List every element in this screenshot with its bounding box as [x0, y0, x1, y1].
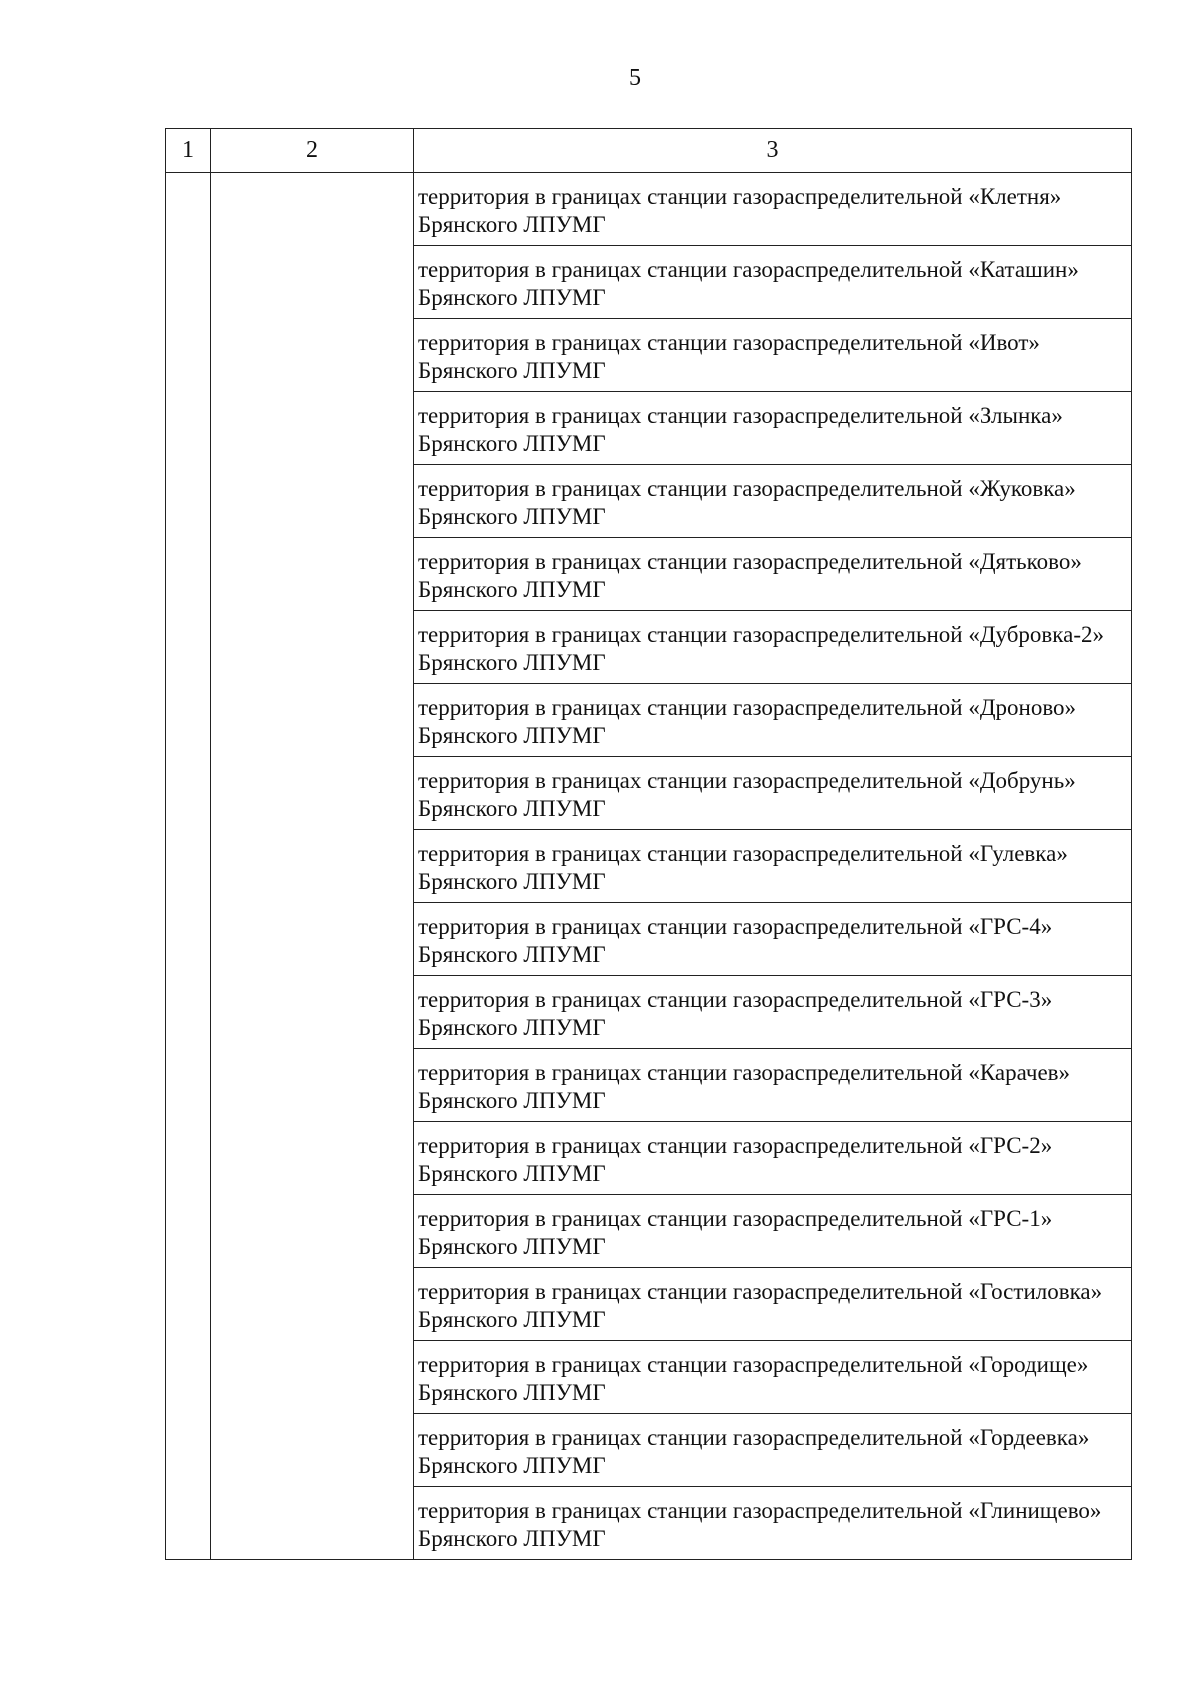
territory-cell: [414, 1341, 1132, 1414]
territory-cell: [414, 246, 1132, 319]
territory-description: территория в границах станции газораспределительной «Клетня»: [418, 184, 1062, 209]
territory-description: территория в границах станции газораспределительной «Злынка»: [418, 403, 1063, 428]
territory-description: территория в границах станции газораспределительной «Городище»: [418, 1352, 1089, 1377]
territory-cell: [414, 976, 1132, 1049]
territory-cell: [414, 1195, 1132, 1268]
organization-name: Брянского ЛПУМГ: [418, 1453, 606, 1478]
territory-cell: [414, 392, 1132, 465]
territory-description: территория в границах станции газораспределительной «Карачев»: [418, 1060, 1071, 1085]
territory-cell: [414, 465, 1132, 538]
organization-name: Брянского ЛПУМГ: [418, 358, 606, 383]
territory-cell: [414, 684, 1132, 757]
territory-cell: [414, 1049, 1132, 1122]
territory-description: территория в границах станции газораспределительной «ГРС-2»: [418, 1133, 1053, 1158]
organization-name: Брянского ЛПУМГ: [418, 942, 606, 967]
organization-name: Брянского ЛПУМГ: [418, 1088, 606, 1113]
column-2-cell: [211, 173, 414, 1560]
page-number: 5: [629, 65, 641, 91]
territory-cell: [414, 1487, 1132, 1560]
column-header-3: 3: [414, 129, 1132, 173]
column-1-cell: [166, 173, 211, 1560]
organization-name: Брянского ЛПУМГ: [418, 1234, 606, 1259]
territory-description: территория в границах станции газораспределительной «Дроново»: [418, 695, 1077, 720]
territory-cell: [414, 903, 1132, 976]
document-table: [165, 128, 1132, 1560]
territory-description: территория в границах станции газораспределительной «Дубровка-2»: [418, 622, 1104, 647]
organization-name: Брянского ЛПУМГ: [418, 212, 606, 237]
territory-cell: [414, 173, 1132, 246]
organization-name: Брянского ЛПУМГ: [418, 431, 606, 456]
territory-cell: [414, 1414, 1132, 1487]
organization-name: Брянского ЛПУМГ: [418, 285, 606, 310]
territory-description: территория в границах станции газораспределительной «Каташин»: [418, 257, 1079, 282]
territory-description: территория в границах станции газораспределительной «Дятьково»: [418, 549, 1082, 574]
territory-cell: [414, 757, 1132, 830]
territory-description: территория в границах станции газораспределительной «Добрунь»: [418, 768, 1076, 793]
organization-name: Брянского ЛПУМГ: [418, 650, 606, 675]
organization-name: Брянского ЛПУМГ: [418, 577, 606, 602]
organization-name: Брянского ЛПУМГ: [418, 1380, 606, 1405]
column-header-2: 2: [211, 129, 414, 173]
organization-name: Брянского ЛПУМГ: [418, 796, 606, 821]
territory-description: территория в границах станции газораспределительной «Жуковка»: [418, 476, 1076, 501]
territory-description: территория в границах станции газораспределительной «Ивот»: [418, 330, 1040, 355]
table-header-row: [166, 129, 1132, 173]
territory-description: территория в границах станции газораспределительной «ГРС-4»: [418, 914, 1053, 939]
organization-name: Брянского ЛПУМГ: [418, 504, 606, 529]
table-row: [166, 173, 1132, 246]
territory-cell: [414, 830, 1132, 903]
territory-description: территория в границах станции газораспределительной «ГРС-3»: [418, 987, 1053, 1012]
organization-name: Брянского ЛПУМГ: [418, 1161, 606, 1186]
territory-cell: [414, 611, 1132, 684]
territory-cell: [414, 538, 1132, 611]
organization-name: Брянского ЛПУМГ: [418, 723, 606, 748]
table-body: [166, 173, 1132, 1560]
territory-description: территория в границах станции газораспределительной «Гостиловка»: [418, 1279, 1103, 1304]
territory-description: территория в границах станции газораспределительной «ГРС-1»: [418, 1206, 1053, 1231]
territory-description: территория в границах станции газораспределительной «Гордеевка»: [418, 1425, 1090, 1450]
organization-name: Брянского ЛПУМГ: [418, 1015, 606, 1040]
territory-description: территория в границах станции газораспределительной «Гулевка»: [418, 841, 1068, 866]
organization-name: Брянского ЛПУМГ: [418, 1307, 606, 1332]
column-header-1: 1: [166, 129, 211, 173]
territory-cell: [414, 1268, 1132, 1341]
territory-cell: [414, 1122, 1132, 1195]
territory-description: территория в границах станции газораспределительной «Глинищево»: [418, 1498, 1102, 1523]
territory-cell: [414, 319, 1132, 392]
organization-name: Брянского ЛПУМГ: [418, 1526, 606, 1551]
organization-name: Брянского ЛПУМГ: [418, 869, 606, 894]
